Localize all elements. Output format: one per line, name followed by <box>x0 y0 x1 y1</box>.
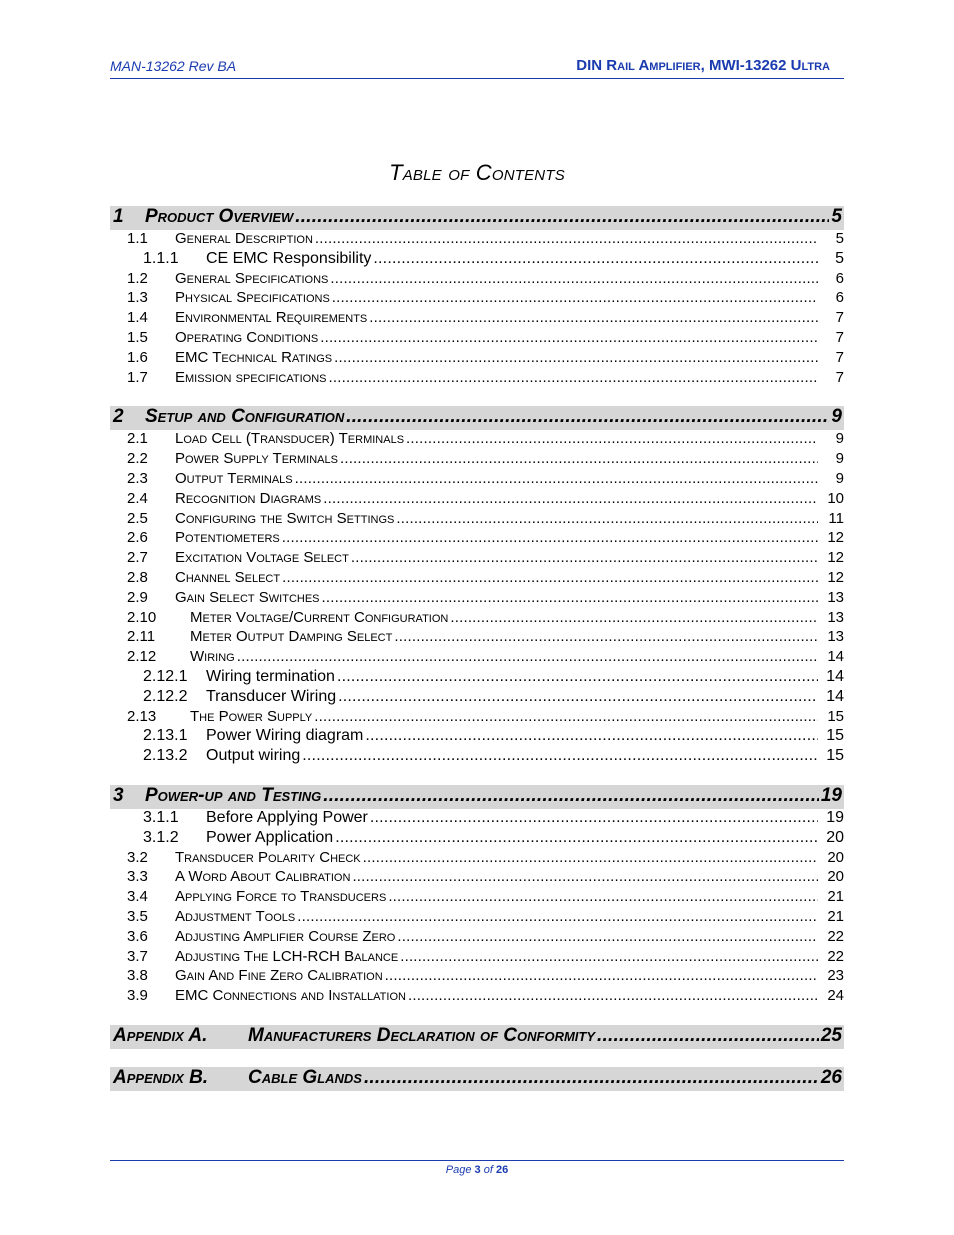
toc-entry-2-7[interactable] <box>110 549 844 569</box>
table-of-contents <box>110 206 844 1091</box>
document-number: MAN-13262 Rev BA <box>110 58 237 74</box>
toc-entry-number: 2.12 <box>127 648 157 666</box>
toc-entry-label: EMC Technical Ratings <box>175 348 333 366</box>
toc-entry-3-1-2[interactable] <box>110 829 844 849</box>
toc-dot-leader <box>323 490 818 507</box>
toc-entry-label: Wiring termination <box>206 667 335 685</box>
toc-chapter-3[interactable] <box>110 785 844 809</box>
toc-dot-leader <box>328 369 818 386</box>
toc-dot-leader <box>282 529 818 546</box>
toc-entry-number: 1.5 <box>127 328 148 346</box>
toc-entry-2-2[interactable] <box>110 450 844 470</box>
toc-dot-leader <box>334 349 818 366</box>
toc-entry-page: 5 <box>835 249 844 267</box>
toc-entry-2-5[interactable] <box>110 510 844 530</box>
toc-entry-label: General Specifications <box>175 269 329 287</box>
toc-dot-leader <box>388 888 818 905</box>
toc-entry-2-1[interactable] <box>110 430 844 450</box>
toc-dot-leader <box>450 609 818 626</box>
toc-dot-leader <box>302 747 818 765</box>
toc-entry-number: 3.1.2 <box>143 828 179 846</box>
toc-entry-label: Adjusting The LCH-RCH Balance <box>175 947 399 965</box>
toc-entry-label: Transducer Polarity Check <box>175 848 361 866</box>
toc-dot-leader <box>320 329 818 346</box>
toc-entry-page: 5 <box>831 206 842 227</box>
toc-entry-label: Power Supply Terminals <box>175 450 338 468</box>
toc-entry-page: 13 <box>827 588 844 606</box>
toc-entry-label: Gain Select Switches <box>175 588 320 606</box>
toc-entry-number: 3.8 <box>127 967 148 985</box>
toc-entry-2-13-1[interactable] <box>110 727 844 747</box>
toc-dot-leader <box>332 289 818 306</box>
toc-chapter-1[interactable] <box>110 206 844 230</box>
toc-entry-label: Physical Specifications <box>175 289 330 307</box>
toc-entry-number: 3.2 <box>127 848 148 866</box>
toc-entry-page: 25 <box>820 1024 842 1046</box>
toc-entry-page: 7 <box>835 309 844 327</box>
toc-entry-1-3[interactable] <box>110 289 844 309</box>
toc-entry-number: 1.3 <box>127 289 148 307</box>
toc-entry-1-1-1[interactable] <box>110 250 844 270</box>
toc-entry-label: Power Application <box>206 828 334 846</box>
toc-entry-1-6[interactable] <box>110 349 844 369</box>
toc-entry-2-12-2[interactable] <box>110 688 844 708</box>
toc-entry-page: 10 <box>827 489 844 507</box>
toc-entry-number: 3.6 <box>127 927 148 945</box>
toc-entry-2-11[interactable] <box>110 628 844 648</box>
toc-entry-1-2[interactable] <box>110 270 844 290</box>
page-footer <box>0 1164 954 1176</box>
toc-dot-leader <box>323 785 819 807</box>
toc-entry-number: 2.2 <box>127 450 148 468</box>
toc-entry-label: CE EMC Responsibility <box>206 249 372 267</box>
toc-appendix-a[interactable] <box>110 1025 844 1049</box>
toc-appendix-b[interactable] <box>110 1067 844 1091</box>
toc-entry-page: 6 <box>835 289 844 307</box>
toc-entry-label: Channel Select <box>175 568 281 586</box>
toc-dot-leader <box>408 987 818 1004</box>
toc-entry-number: 2.13.2 <box>143 747 188 765</box>
toc-entry-label: A Word About Calibration <box>175 868 351 886</box>
toc-dot-leader <box>597 1025 819 1047</box>
toc-entry-page: 26 <box>820 1066 842 1088</box>
toc-entry-label: General Description <box>175 230 313 247</box>
toc-dot-leader <box>340 450 818 467</box>
toc-entry-label: Meter Output Damping Select <box>190 628 393 646</box>
toc-entry-number: 1.2 <box>127 269 148 287</box>
toc-dot-leader <box>282 569 818 586</box>
toc-dot-leader <box>338 688 818 706</box>
toc-dot-leader <box>352 868 818 885</box>
toc-entry-label: Applying Force to Transducers <box>175 888 387 906</box>
toc-entry-page: 20 <box>827 848 844 866</box>
footer-of-word: of <box>483 1164 493 1176</box>
toc-entry-page: 15 <box>826 727 844 745</box>
toc-entry-number: 1.4 <box>127 309 148 327</box>
toc-entry-page: 20 <box>826 828 844 846</box>
toc-entry-3-4[interactable] <box>110 888 844 908</box>
toc-entry-2-6[interactable] <box>110 529 844 549</box>
toc-entry-3-2[interactable] <box>110 849 844 869</box>
toc-entry-number: 2.9 <box>127 588 148 606</box>
toc-entry-number: 2.5 <box>127 509 148 527</box>
toc-dot-leader <box>396 510 818 527</box>
document-title: DIN Rail Amplifier, MWI-13262 Ultra <box>576 57 830 74</box>
toc-entry-2-13[interactable] <box>110 708 844 728</box>
toc-entry-label: Adjustment Tools <box>175 907 296 925</box>
toc-entry-page: 21 <box>827 907 844 925</box>
toc-entry-label: Power Wiring diagram <box>206 727 364 745</box>
toc-dot-leader <box>335 829 818 847</box>
toc-entry-page: 11 <box>828 509 844 527</box>
toc-dot-leader <box>351 549 818 566</box>
toc-entry-number: 2.7 <box>127 549 148 567</box>
toc-entry-page: 19 <box>826 808 844 826</box>
toc-entry-3-3[interactable] <box>110 868 844 888</box>
toc-dot-leader <box>385 967 818 984</box>
toc-dot-leader <box>406 430 818 447</box>
toc-dot-leader <box>346 406 829 428</box>
toc-entry-number: 2.13 <box>127 707 157 725</box>
toc-entry-number: 2.4 <box>127 489 148 507</box>
toc-entry-label: Product Overview <box>145 206 294 227</box>
toc-entry-label: Before Applying Power <box>206 808 368 826</box>
toc-dot-leader <box>330 270 818 287</box>
toc-entry-page: 7 <box>835 328 844 346</box>
toc-entry-2-3[interactable] <box>110 470 844 490</box>
toc-entry-number: 1 <box>113 206 124 227</box>
toc-entry-number: 2.8 <box>127 568 148 586</box>
toc-entry-page: 13 <box>827 628 844 646</box>
toc-entry-label: Recognition Diagrams <box>175 489 322 507</box>
toc-entry-number: 2.13.1 <box>143 727 188 745</box>
toc-entry-page: 14 <box>827 648 844 666</box>
toc-entry-number: 1.1.1 <box>143 249 179 267</box>
toc-entry-page: 15 <box>826 747 844 765</box>
toc-entry-2-12[interactable] <box>110 648 844 668</box>
toc-entry-number: 2.10 <box>127 608 157 626</box>
toc-entry-page: 19 <box>820 784 842 806</box>
toc-dot-leader <box>295 470 818 487</box>
toc-dot-leader <box>363 849 818 866</box>
toc-entry-label: The Power Supply <box>190 707 313 725</box>
toc-entry-page: 21 <box>827 888 844 906</box>
toc-entry-label: Power-up and Testing <box>145 784 322 806</box>
toc-entry-page: 6 <box>835 269 844 287</box>
toc-dot-leader <box>237 648 818 665</box>
toc-entry-label: EMC Connections and Installation <box>175 987 406 1005</box>
toc-entry-number: Appendix B. <box>113 1066 209 1088</box>
toc-entry-page: 5 <box>835 230 844 247</box>
toc-dot-leader <box>314 708 818 725</box>
toc-entry-number: 3.7 <box>127 947 148 965</box>
toc-dot-leader <box>297 908 818 925</box>
toc-entry-label: Emission specifications <box>175 368 327 386</box>
toc-entry-number: 3.3 <box>127 868 148 886</box>
toc-entry-label: Environmental Requirements <box>175 309 368 327</box>
toc-entry-page: 12 <box>827 568 844 586</box>
toc-entry-1-4[interactable] <box>110 309 844 329</box>
toc-entry-number: 3 <box>113 784 124 806</box>
toc-entry-2-13-2[interactable] <box>110 747 844 767</box>
toc-entry-3-5[interactable] <box>110 908 844 928</box>
toc-entry-number: 3.9 <box>127 987 148 1005</box>
toc-entry-page: 22 <box>827 927 844 945</box>
toc-entry-2-12-1[interactable] <box>110 668 844 688</box>
toc-entry-label: Output Terminals <box>175 469 293 487</box>
toc-entry-number: 2.3 <box>127 469 148 487</box>
toc-entry-number: 3.5 <box>127 907 148 925</box>
toc-entry-label: Cable Glands <box>248 1066 362 1088</box>
toc-dot-leader <box>370 809 818 827</box>
toc-entry-2-4[interactable] <box>110 490 844 510</box>
toc-entry-page: 13 <box>827 608 844 626</box>
toc-entry-page: 23 <box>827 967 844 985</box>
toc-entry-label: Manufacturers Declaration of Conformity <box>248 1024 596 1046</box>
toc-entry-page: 9 <box>835 450 844 468</box>
toc-dot-leader <box>364 1067 819 1089</box>
toc-entry-label: Setup and Configuration <box>145 406 345 428</box>
toc-dot-leader <box>337 668 818 686</box>
footer-page-total: 26 <box>495 1164 509 1176</box>
toc-entry-3-6[interactable] <box>110 928 844 948</box>
toc-title: Table of Contents <box>389 160 565 185</box>
toc-entry-label: Configuring the Switch Settings <box>175 509 395 527</box>
toc-entry-page: 14 <box>826 667 844 685</box>
toc-entry-page: 24 <box>827 987 844 1005</box>
toc-entry-number: 2 <box>113 406 124 428</box>
toc-dot-leader <box>322 589 818 606</box>
toc-entry-number: 2.12.2 <box>143 687 188 705</box>
toc-entry-page: 12 <box>827 529 844 547</box>
toc-entry-label: Output wiring <box>206 747 301 765</box>
toc-dot-leader <box>400 948 818 965</box>
toc-entry-2-9[interactable] <box>110 589 844 609</box>
toc-entry-page: 12 <box>827 549 844 567</box>
toc-dot-leader <box>394 628 818 645</box>
toc-entry-number: 2.11 <box>127 628 156 646</box>
toc-dot-leader <box>365 727 818 745</box>
toc-entry-number: 1.1 <box>127 230 148 247</box>
toc-entry-number: 2.12.1 <box>143 667 188 685</box>
toc-dot-leader <box>295 206 829 228</box>
toc-entry-number: Appendix A. <box>113 1024 208 1046</box>
footer-page-word: Page <box>445 1164 472 1176</box>
toc-entry-3-1-1[interactable] <box>110 809 844 829</box>
toc-entry-number: 2.6 <box>127 529 148 547</box>
toc-entry-1-5[interactable] <box>110 329 844 349</box>
toc-entry-page: 7 <box>835 368 844 386</box>
toc-entry-label: Wiring <box>190 648 235 666</box>
toc-entry-3-8[interactable] <box>110 967 844 987</box>
toc-entry-page: 14 <box>826 687 844 705</box>
toc-entry-label: Excitation Voltage Select <box>175 549 349 567</box>
toc-entry-2-10[interactable] <box>110 609 844 629</box>
toc-entry-number: 3.4 <box>127 888 148 906</box>
toc-entry-page: 22 <box>827 947 844 965</box>
footer-page-number: 3 <box>474 1164 481 1176</box>
toc-entry-3-9[interactable] <box>110 987 844 1007</box>
toc-chapter-2[interactable] <box>110 406 844 430</box>
toc-dot-leader <box>373 250 818 268</box>
toc-entry-label: Adjusting Amplifier Course Zero <box>175 927 396 945</box>
toc-entry-label: Potentiometers <box>175 529 280 547</box>
toc-entry-1-1[interactable] <box>110 230 844 250</box>
toc-entry-1-7[interactable] <box>110 369 844 389</box>
toc-entry-page: 9 <box>835 469 844 487</box>
toc-entry-number: 1.6 <box>127 348 148 366</box>
toc-entry-label: Operating Conditions <box>175 328 319 346</box>
toc-entry-label: Load Cell (Transducer) Terminals <box>175 430 405 448</box>
toc-entry-label: Meter Voltage/Current Configuration <box>190 608 449 626</box>
toc-entry-number: 2.1 <box>127 430 148 448</box>
toc-entry-page: 15 <box>827 707 844 725</box>
toc-entry-3-7[interactable] <box>110 948 844 968</box>
toc-dot-leader <box>369 309 818 326</box>
toc-entry-page: 9 <box>831 406 842 428</box>
toc-entry-number: 1.7 <box>127 368 148 386</box>
toc-dot-leader <box>315 230 818 247</box>
toc-entry-label: Transducer Wiring <box>206 687 337 705</box>
toc-entry-2-8[interactable] <box>110 569 844 589</box>
toc-dot-leader <box>397 928 818 945</box>
toc-entry-label: Gain And Fine Zero Calibration <box>175 967 383 985</box>
toc-entry-page: 20 <box>827 868 844 886</box>
page-footer-rule <box>110 1160 844 1161</box>
toc-entry-page: 7 <box>835 348 844 366</box>
page-header <box>110 56 844 79</box>
toc-entry-number: 3.1.1 <box>143 808 179 826</box>
toc-entry-page: 9 <box>835 430 844 448</box>
